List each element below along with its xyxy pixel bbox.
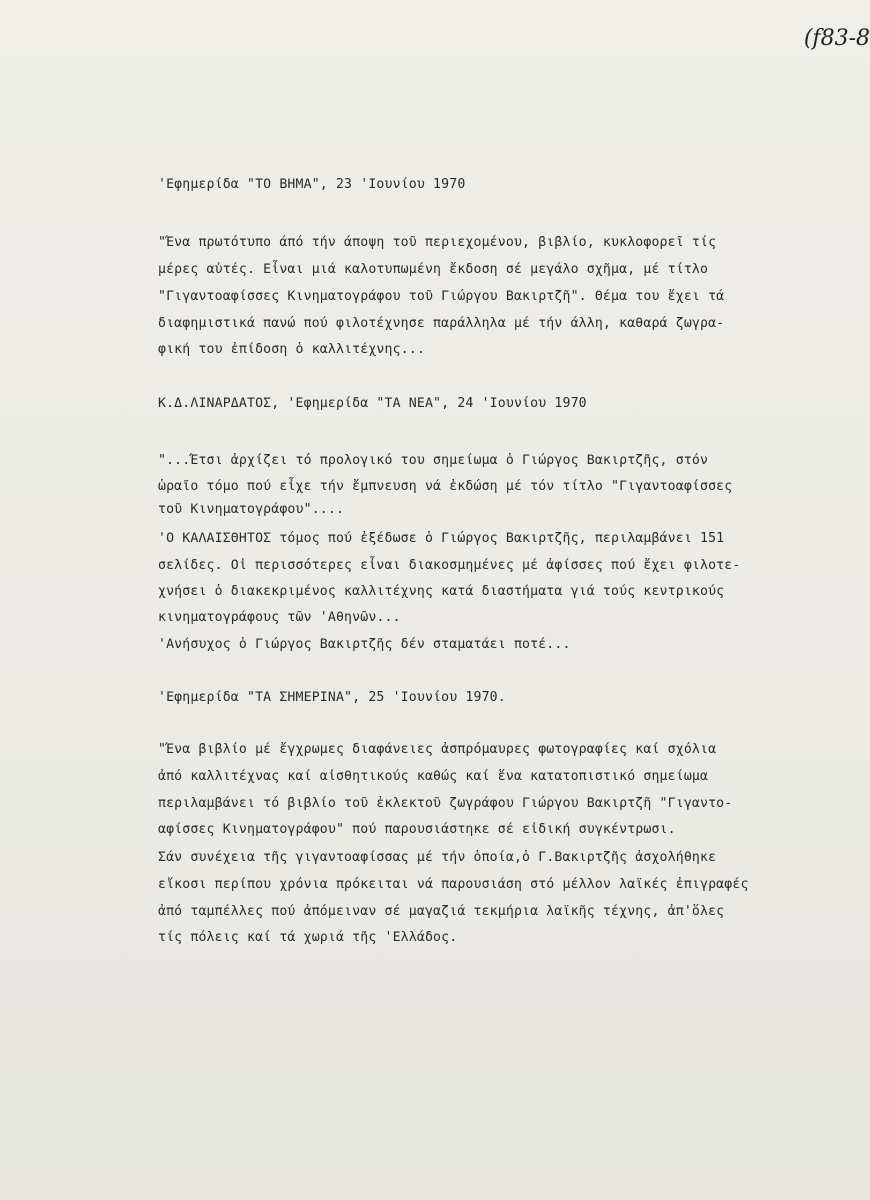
- section-1-line-1: "Ένα πρωτότυπο άπό τήν άποψη τοῦ περιεχομένου, βιβλίο, κυκλοφορεῖ τίς: [158, 235, 717, 250]
- section-3-line-5: Σάν συνέχεια τῆς γιγαντοαφίσσας μέ τήν ὁποία,ὁ Γ.Βακιρτζῆς ἀσχολήθηκε: [158, 850, 717, 865]
- section-2-line-3: τοῦ Κινηματογράφου"....: [158, 502, 345, 517]
- section-3-line-4: αφίσσες Κινηματογράφου" πού παρουσιάστηκε σέ εἰδική συγκέντρωσι.: [158, 822, 676, 837]
- section-1-line-3: "Γιγαντοαφίσσες Κινηματογράφου τοῦ Γιώργου Βακιρτζῆ". Θέμα του ἔχει τά: [158, 289, 725, 304]
- handwritten-margin-note: (f83-8: [803, 26, 870, 51]
- section-3-line-8: τίς πόλεις καί τά χωριά τῆς 'Ελλάδος.: [158, 930, 458, 945]
- section-2-line-8: 'Ανήσυχος ὁ Γιώργος Βακιρτζῆς δέν σταματάει ποτέ...: [158, 637, 571, 652]
- section-2-line-1: "...Έτσι ἀρχίζει τό προλογικό του σημείωμα ὁ Γιώργος Βακιρτζῆς, στόν: [158, 453, 709, 468]
- section-3-heading: 'Εφημερίδα "ΤΑ ΣΗΜΕΡΙΝΑ", 25 'Ιουνίου 1970.: [158, 690, 506, 705]
- section-2-line-6: χνήσει ὁ διακεκριμένος καλλιτέχνης κατά διαστήματα γιά τούς κεντρικούς: [158, 584, 725, 599]
- section-2-line-2: ὡραῖο τόμο πού εἶχε τήν ἔμπνευση νά ἐκδώση μέ τόν τίτλο "Γιγαντοαφίσσες: [158, 479, 733, 494]
- section-3-line-6: εἴκοσι περίπου χρόνια πρόκειται νά παρουσιάση στό μέλλον λαϊκές ἐπιγραφές: [158, 877, 749, 892]
- section-1-line-4: διαφημιστικά πανώ πού φιλοτέχνησε παράλληλα μέ τήν άλλη, καθαρά ζωγρα-: [158, 316, 725, 331]
- section-3-line-1: "Ένα βιβλίο μέ ἔγχρωμες διαφάνειες ἀσπρόμαυρες φωτογραφίες καί σχόλια: [158, 742, 717, 757]
- section-3-line-2: ἀπό καλλιτέχνας καί αἰσθητικούς καθώς καί ἕνα κατατοπιστικό σημείωμα: [158, 769, 709, 784]
- section-3-line-7: ἀπό ταμπέλλες πού ἀπόμειναν σέ μαγαζιά τεκμήρια λαϊκῆς τέχνης, ἀπ'ὅλες: [158, 904, 725, 919]
- section-3-line-3: περιλαμβάνει τό βιβλίο τοῦ ἐκλεκτοῦ ζωγράφου Γιώργου Βακιρτζῆ "Γιγαντο-: [158, 796, 733, 811]
- section-1-line-2: μέρες αὐτές. Εἶναι μιά καλοτυπωμένη ἔκδοση σέ μεγάλο σχῆμα, μέ τίτλο: [158, 262, 709, 277]
- section-2-line-7: κινηματογράφους τῶν 'Αθηνῶν...: [158, 610, 401, 625]
- section-1-line-5: φική του ἐπίδοση ὁ καλλιτέχνης...: [158, 342, 425, 357]
- section-1-heading: 'Εφημερίδα "ΤΟ ΒΗΜΑ", 23 'Ιουνίου 1970: [158, 177, 466, 192]
- section-2-heading: Κ.Δ.ΛΙΝΑΡΔΑΤΟΣ, 'Εφημερίδα "ΤΑ ΝΕΑ", 24 'Ιουνίου 1970: [158, 396, 587, 411]
- section-2-line-5: σελίδες. Οἱ περισσότερες εἶναι διακοσμημένες μέ ἀφίσσες πού ἔχει φιλοτε-: [158, 558, 741, 573]
- section-2-line-4: 'Ο ΚΑΛΑΙΣΘΗΤΟΣ τόμος πού ἐξέδωσε ὁ Γιώργος Βακιρτζῆς, περιλαμβάνει 151: [158, 531, 725, 546]
